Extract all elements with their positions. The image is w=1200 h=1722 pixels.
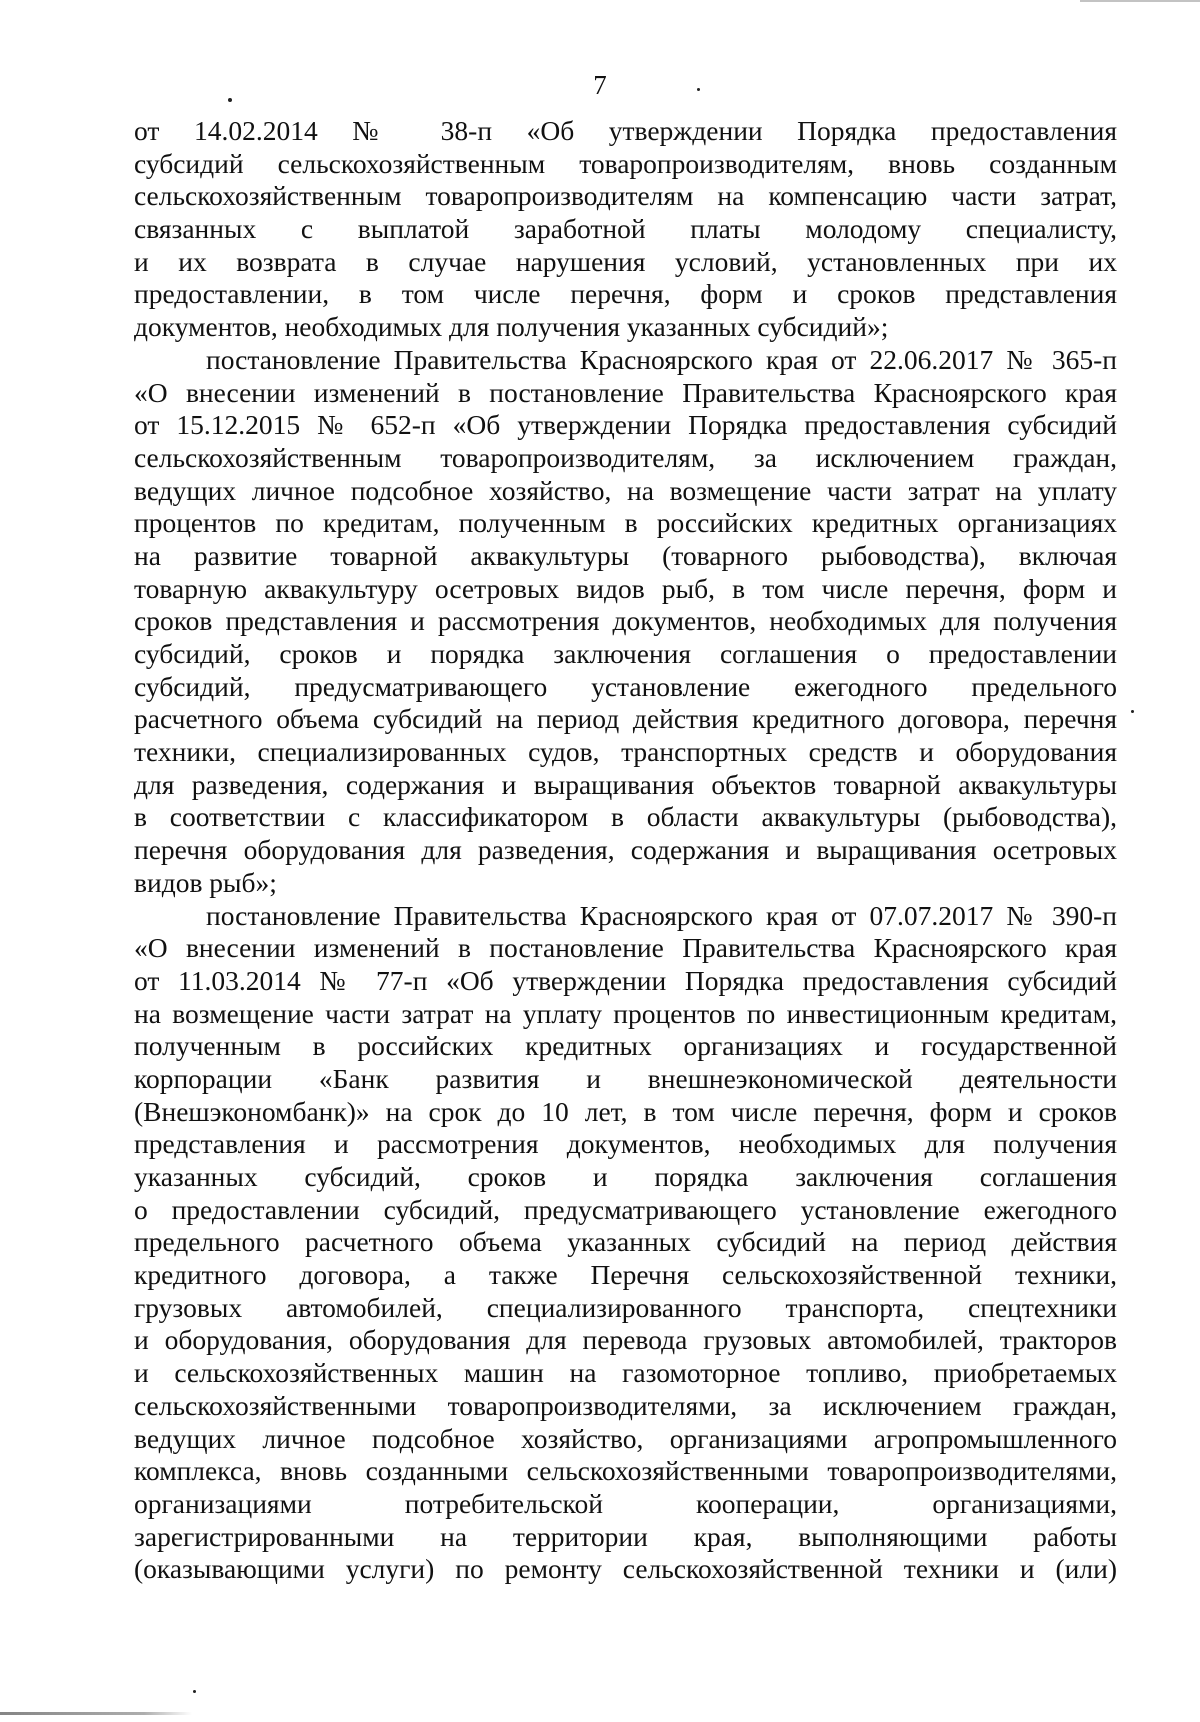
scan-edge-top <box>1080 0 1200 2</box>
text-line: «О внесении изменений в постановление Правительства Красноярского края <box>134 932 1117 964</box>
text-line: сельскохозяйственными товаропроизводителями, за исключением граждан, <box>134 1389 1117 1421</box>
text-line: постановление Правительства Красноярского края от 22.06.2017 № 365-п <box>206 343 1117 375</box>
text-line: полученным в российских кредитных организациях и государственной <box>134 1030 1117 1062</box>
text-line: товарную аквакультуру осетровых видов рыб, в том числе перечня, форм и <box>134 572 1117 604</box>
text-line: сельскохозяйственным товаропроизводителям на компенсацию части затрат, <box>134 180 1117 212</box>
text-line: зарегистрированными на территории края, выполняющими работы <box>134 1520 1117 1552</box>
text-line: в соответствии с классификатором в области аквакультуры (рыбоводства), <box>134 801 1117 833</box>
text-line: и сельскохозяйственных машин на газомоторное топливо, приобретаемых <box>134 1357 1117 1389</box>
text-line: (оказывающими услуги) по ремонту сельскохозяйственной техники и (или) <box>134 1553 1117 1585</box>
text-line: предоставлении, в том числе перечня, форм и сроков представления <box>134 278 1117 310</box>
text-line: комплекса, вновь созданными сельскохозяйственными товаропроизводителями, <box>134 1455 1117 1487</box>
paragraph <box>134 900 1117 1586</box>
text-line: документов, необходимых для получения указанных субсидий»; <box>134 311 889 343</box>
text-line: расчетного объема субсидий на период действия кредитного договора, перечня <box>134 703 1117 735</box>
text-line: предельного расчетного объема указанных субсидий на период действия <box>134 1226 1117 1258</box>
scan-speck <box>1131 710 1134 713</box>
text-line: техники, специализированных судов, транспортных средств и оборудования <box>134 736 1117 768</box>
text-line: от 11.03.2014 № 77-п «Об утверждении Порядка предоставления субсидий <box>134 964 1117 996</box>
text-line: видов рыб»; <box>134 866 277 898</box>
text-line: грузовых автомобилей, специализированного транспорта, спецтехники <box>134 1291 1117 1323</box>
text-line: кредитного договора, а также Перечня сельскохозяйственной техники, <box>134 1259 1117 1291</box>
text-line: представления и рассмотрения документов, необходимых для получения <box>134 1128 1117 1160</box>
paragraph <box>134 344 1117 900</box>
text-line: процентов по кредитам, полученным в российских кредитных организациях <box>134 507 1117 539</box>
paragraph <box>134 115 1117 344</box>
text-line: на развитие товарной аквакультуры (товарного рыбоводства), включая <box>134 539 1117 571</box>
text-line: о предоставлении субсидий, предусматривающего установление ежегодного <box>134 1193 1117 1225</box>
text-line: субсидий, сроков и порядка заключения соглашения о предоставлении <box>134 638 1117 669</box>
text-line: постановление Правительства Красноярского края от 07.07.2017 № 390-п <box>206 899 1117 931</box>
text-line: перечня оборудования для разведения, содержания и выращивания осетровых <box>134 834 1117 866</box>
text-line: связанных с выплатой заработной платы молодому специалисту, <box>134 213 1117 245</box>
text-line: субсидий сельскохозяйственным товаропроизводителям, вновь созданным <box>134 147 1117 179</box>
text-line: и оборудования, оборудования для перевода грузовых автомобилей, тракторов <box>134 1324 1117 1356</box>
text-line: и их возврата в случае нарушения условий, установленных при их <box>134 245 1117 277</box>
text-line: указанных субсидий, сроков и порядка заключения соглашения <box>134 1161 1117 1192</box>
text-line: субсидий, предусматривающего установление ежегодного предельного <box>134 670 1117 702</box>
text-line: организациями потребительской кооперации, организациями, <box>134 1487 1117 1519</box>
text-line: для разведения, содержания и выращивания объектов товарной аквакультуры <box>134 768 1117 800</box>
text-line: корпорации «Банк развития и внешнеэкономической деятельности <box>134 1062 1117 1094</box>
text-line: ведущих личное подсобное хозяйство, на возмещение части затрат на уплату <box>134 474 1117 506</box>
text-line: ведущих личное подсобное хозяйство, организациями агропромышленного <box>134 1422 1117 1454</box>
document-body <box>134 115 1117 1586</box>
text-line: сроков представления и рассмотрения документов, необходимых для получения <box>134 605 1117 637</box>
text-line: от 14.02.2014 № 38-п «Об утверждении Порядка предоставления <box>134 115 1117 146</box>
text-line: сельскохозяйственным товаропроизводителям, за исключением граждан, <box>134 441 1117 473</box>
text-line: на возмещение части затрат на уплату процентов по инвестиционным кредитам, <box>134 997 1117 1029</box>
text-line: «О внесении изменений в постановление Правительства Красноярского края <box>134 376 1117 408</box>
page-number: 7 <box>593 70 607 100</box>
scan-speck <box>193 1690 196 1693</box>
text-line: (Внешэкономбанк)» на срок до 10 лет, в том числе перечня, форм и сроков <box>134 1095 1117 1127</box>
text-line: от 15.12.2015 № 652-п «Об утверждении Порядка предоставления субсидий <box>134 409 1117 441</box>
scan-edge-bottom <box>0 1712 1200 1715</box>
